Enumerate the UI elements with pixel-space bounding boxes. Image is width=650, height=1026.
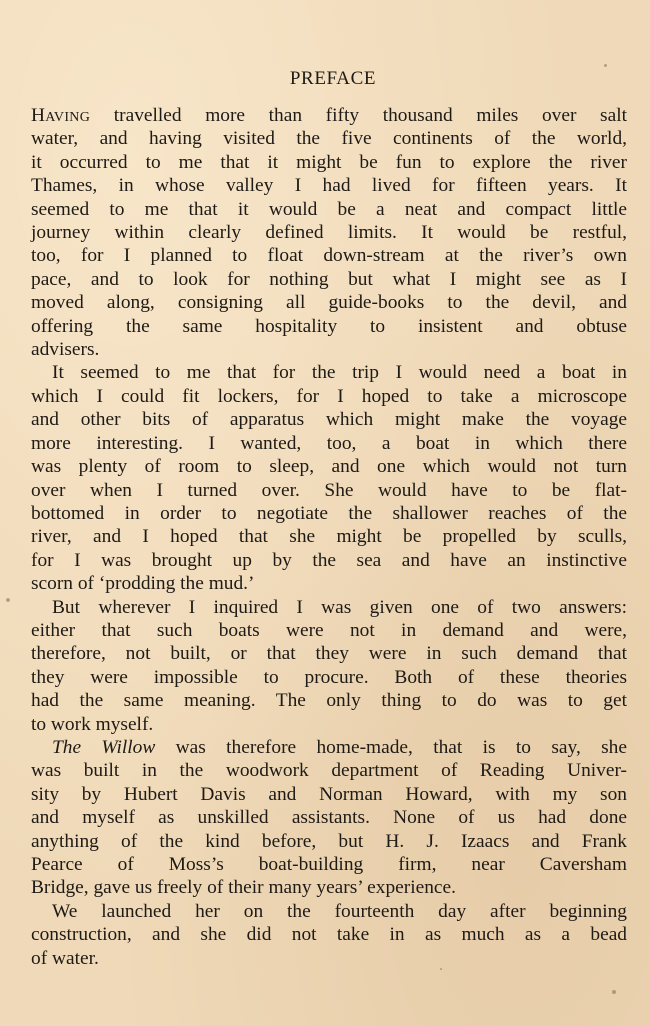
text-line: But wherever I inquired I was given one of two answers:	[52, 596, 627, 618]
text-line: for I was brought up by the sea and have an instinctive	[31, 549, 627, 571]
text-line: and other bits of apparatus which might make the voyage	[31, 409, 627, 431]
text-line: more interesting. I wanted, too, a boat in which there	[31, 432, 627, 454]
text-line: bottomed in order to negotiate the shallower reaches of the	[31, 502, 627, 524]
text-line: It seemed to me that for the trip I would need a boat in	[52, 362, 627, 384]
text-line: journey within clearly defined limits. It would be restful,	[31, 222, 627, 244]
text-line: moved along, consigning all guide-books to the devil, and	[31, 292, 627, 314]
text-line: sity by Hubert Davis and Norman Howard, with my son	[31, 783, 627, 805]
text-line: construction, and she did not take in as much as a bead	[31, 924, 627, 946]
text-line: pace, and to look for nothing but what I might see as I	[31, 268, 627, 290]
text-line: Having travelled more than fifty thousand miles over salt	[31, 105, 627, 126]
paper-speck	[612, 990, 616, 994]
text-line: water, and having visited the five continents of the world,	[31, 128, 627, 150]
text-line: We launched her on the fourteenth day after beginning	[52, 900, 627, 922]
text-line: they were impossible to procure. Both of these theories	[31, 666, 627, 688]
text-line: either that such boats were not in demand and were,	[31, 619, 627, 641]
paragraph-1	[31, 104, 627, 361]
paper-speck	[604, 64, 607, 67]
text-line: therefore, not built, or that they were in such demand that	[31, 643, 627, 665]
text-line: too, for I planned to float down-stream at the river’s own	[31, 245, 627, 267]
text-line: anything of the kind before, but H. J. Izaacs and Frank	[31, 830, 627, 852]
text-line: Bridge, gave us freely of their many years’ experience.	[31, 877, 456, 899]
text-line: and myself as unskilled assistants. None of us had done	[31, 807, 627, 829]
text-line: over when I turned over. She would have to be flat-	[31, 479, 627, 501]
paragraph-3	[31, 596, 627, 736]
text-line: The Willow was therefore home-made, that is to say, she	[52, 736, 627, 758]
text-line: it occurred to me that it might be fun to explore the river	[31, 151, 627, 173]
text-line: had the same meaning. The only thing to do was to get	[31, 690, 627, 712]
boat-name: The Willow	[52, 736, 156, 758]
text-line: offering the same hospitality to insistent and obtuse	[31, 315, 627, 337]
text-line: Thames, in whose valley I had lived for fifteen years. It	[31, 175, 627, 197]
text-line: which I could fit lockers, for I hoped to take a microscope	[31, 385, 627, 407]
text-line: scorn of ‘prodding the mud.’	[31, 573, 255, 595]
paragraph-5	[31, 900, 627, 970]
text-line: river, and I hoped that she might be propelled by sculls,	[31, 526, 627, 548]
text-line: was built in the woodwork department of Reading Univer-	[31, 760, 627, 782]
paragraph-2	[31, 361, 627, 595]
paper-speck	[440, 968, 442, 970]
page-title: PREFACE	[289, 68, 377, 89]
text-line: seemed to me that it would be a neat and compact little	[31, 198, 627, 220]
text-line: Pearce of Moss’s boat-building firm, near Caversham	[31, 854, 627, 875]
text-line: to work myself.	[31, 713, 154, 735]
small-caps-lead: Having	[31, 105, 91, 126]
text-line: of water.	[31, 947, 99, 969]
paragraph-4	[31, 736, 627, 900]
paper-speck	[6, 598, 10, 602]
text-line: advisers.	[31, 339, 100, 361]
text-line: was plenty of room to sleep, and one which would not turn	[31, 456, 627, 478]
